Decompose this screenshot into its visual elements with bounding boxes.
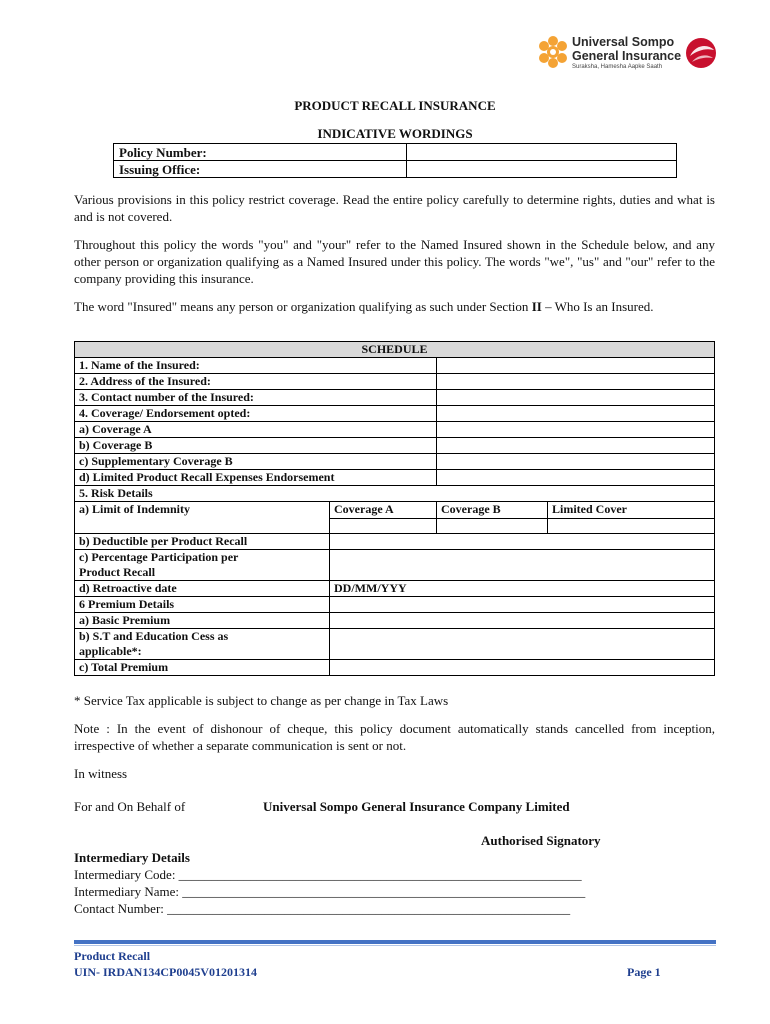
risk-details-label: 5. Risk Details: [75, 486, 715, 502]
coverage-opted-label: 4. Coverage/ Endorsement opted:: [75, 406, 437, 422]
brand-swirl-icon: [684, 36, 718, 70]
deductible-label: b) Deductible per Product Recall: [75, 534, 330, 550]
cheque-note: Note : In the event of dishonour of cheque, this policy document automatically stands cancelled from inception, irrespective of whether a separate communication is sent or not.: [74, 721, 715, 753]
logo-company-line1: Universal Sompo: [572, 35, 675, 49]
col-coverage-b: Coverage B: [437, 502, 548, 519]
footer-uin: UIN- IRDAN134CP0045V01201314: [74, 965, 257, 979]
retro-date-label: d) Retroactive date: [75, 581, 330, 597]
coverage-opted-field[interactable]: [437, 406, 715, 422]
name-insured-label: 1. Name of the Insured:: [75, 358, 437, 374]
policy-number-label: Policy Number:: [114, 144, 407, 161]
premium-details-label: 6 Premium Details: [75, 597, 330, 613]
definitions-paragraph: Throughout this policy the words "you" and "your" refer to the Named Insured shown in the Schedule below, and any other person or organization qualifying as a Named Insured under this policy. The words "we", "us" and "our" refer to the company providing this insurance.: [74, 237, 715, 286]
total-premium-field[interactable]: [330, 660, 715, 676]
coverage-b-field[interactable]: [437, 438, 715, 454]
contact-insured-label: 3. Contact number of the Insured:: [75, 390, 437, 406]
st-cess-label: b) S.T and Education Cess as applicable*:: [75, 629, 330, 660]
st-cess-field[interactable]: [330, 629, 715, 660]
total-premium-label: c) Total Premium: [75, 660, 330, 676]
coverage-a-field[interactable]: [437, 422, 715, 438]
page-number: Page 1: [627, 965, 661, 979]
address-insured-label: 2. Address of the Insured:: [75, 374, 437, 390]
coverage-paragraph: Various provisions in this policy restrict coverage. Read the entire policy carefully to determine rights, duties and what is and is not covered.: [74, 192, 715, 224]
insured-definition-part1: The word "Insured" means any person or organization qualifying as such under Section: [74, 299, 532, 314]
footer-product: Product Recall: [74, 949, 151, 963]
coverage-a-label: a) Coverage A: [75, 422, 437, 438]
name-insured-field[interactable]: [437, 358, 715, 374]
insured-definition-part2: – Who Is an Insured.: [541, 299, 654, 314]
col-coverage-a: Coverage A: [330, 502, 437, 519]
footer-divider-thin: [74, 945, 716, 946]
intermediary-heading: Intermediary Details: [74, 850, 190, 865]
premium-details-field[interactable]: [330, 597, 715, 613]
logo-company-line2: General Insurance: [572, 49, 682, 63]
schedule-table: [74, 341, 715, 676]
intermediary-code-field[interactable]: Intermediary Code: ______________________________________________________________: [74, 867, 582, 882]
supp-coverage-label: c) Supplementary Coverage B: [75, 454, 437, 470]
address-insured-field[interactable]: [437, 374, 715, 390]
basic-premium-label: a) Basic Premium: [75, 613, 330, 629]
deductible-field[interactable]: [330, 534, 715, 550]
retro-date-field[interactable]: DD/MM/YYY: [330, 581, 715, 597]
limited-cover-indemnity-field[interactable]: [548, 519, 715, 534]
contact-insured-field[interactable]: [437, 390, 715, 406]
section-reference: II: [531, 299, 542, 314]
basic-premium-field[interactable]: [330, 613, 715, 629]
limited-recall-label: d) Limited Product Recall Expenses Endorsement: [75, 470, 437, 486]
percentage-label: c) Percentage Participation per Product Recall: [75, 550, 330, 581]
schedule-heading: SCHEDULE: [75, 342, 715, 358]
coverage-a-indemnity-field[interactable]: [330, 519, 437, 534]
document-title: PRODUCT RECALL INSURANCE: [294, 98, 496, 113]
coverage-b-label: b) Coverage B: [75, 438, 437, 454]
policy-info-table: [113, 143, 677, 178]
service-tax-note: * Service Tax applicable is subject to change as per change in Tax Laws: [74, 693, 449, 708]
coverage-b-indemnity-field[interactable]: [437, 519, 548, 534]
authorised-signatory: Authorised Signatory: [481, 833, 601, 848]
on-behalf-text: For and On Behalf of: [74, 799, 186, 814]
document-subtitle: INDICATIVE WORDINGS: [317, 126, 473, 141]
company-logo-icon: [533, 34, 573, 70]
footer-divider: [74, 940, 716, 944]
in-witness-text: In witness: [74, 766, 128, 781]
logo-tagline: Suraksha, Hamesha Aapke Saath: [572, 64, 663, 70]
limit-indemnity-label: a) Limit of Indemnity: [75, 502, 330, 534]
percentage-field[interactable]: [330, 550, 715, 581]
insured-definition-paragraph: [74, 298, 715, 315]
limited-recall-field[interactable]: [437, 470, 715, 486]
company-name: Universal Sompo General Insurance Company Limited: [263, 799, 570, 814]
issuing-office-field[interactable]: [407, 161, 677, 178]
contact-number-field[interactable]: Contact Number: ______________________________________________________________: [74, 901, 571, 916]
supp-coverage-field[interactable]: [437, 454, 715, 470]
col-limited-cover: Limited Cover: [548, 502, 715, 519]
intermediary-name-field[interactable]: Intermediary Name: ______________________________________________________________: [74, 884, 586, 899]
policy-number-field[interactable]: [407, 144, 677, 161]
issuing-office-label: Issuing Office:: [114, 161, 407, 178]
